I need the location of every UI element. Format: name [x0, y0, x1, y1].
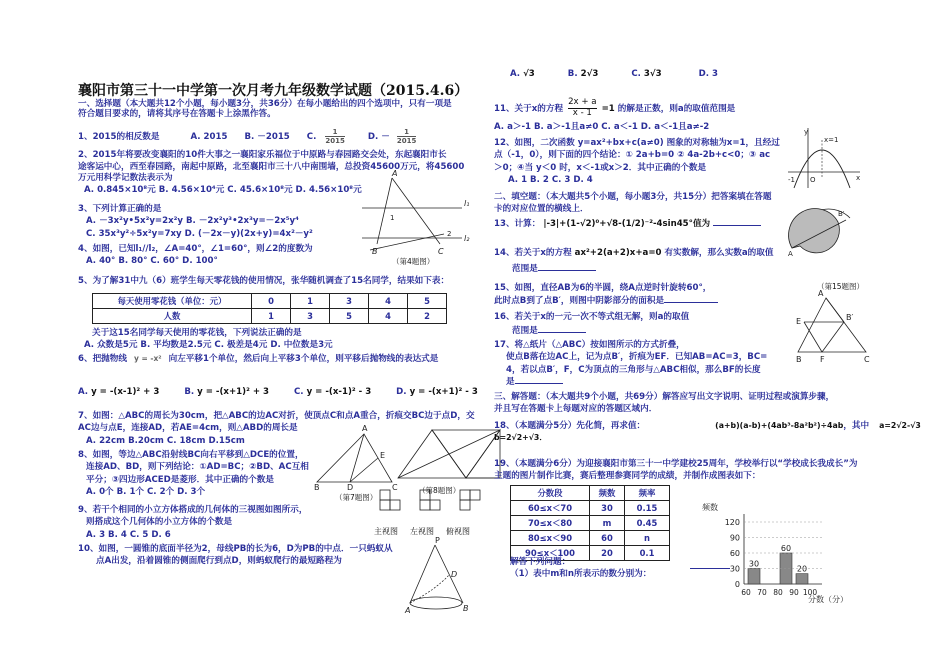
- q15: 15、如图，直径AB为6的半圆，绕A点逆时针旋转60°， 此时点B到了点B′，则图中阴影部分的面积是: [494, 282, 718, 308]
- q5-stem: 5、为了解31中九（6）班学生每天零花钱的使用情况，张华随机调查了15名同学，结果如下表：: [78, 276, 450, 286]
- hist-x-tick: 80: [773, 588, 783, 597]
- q1: 1、2015的相反数是 A. 2015 B. －2015 C. $\frac{1}{2015}$ D. － $\frac{1}{2015}$: [78, 128, 417, 146]
- svg-text:y: y: [804, 128, 809, 136]
- svg-text:A: A: [788, 250, 793, 258]
- svg-text:x=1: x=1: [824, 136, 839, 144]
- hist-y-tick: 60: [729, 549, 740, 558]
- svg-text:A: A: [362, 424, 368, 433]
- q6-stem: 6、把抛物线 y = -x² 向左平移1个单位，然后向上平移3个单位，则平移后抛物线的表达式是: [78, 354, 439, 364]
- q4-figure: [362, 169, 472, 258]
- svg-text:D: D: [451, 570, 458, 579]
- q4: 4、如图，已知l₁//l₂，∠A=40°，∠1=60°，则∠2的度数为 A. 40° B. 80° C. 60° D. 100°: [78, 244, 313, 267]
- q3: 3、下列计算正确的是 A. －3x²y•5x²y=2x²y B. －2x²y³•2x³y=－2x⁵y⁴ C. 35x³y²÷5x²y=7xy D. (－2x－y)(2x+y)=4x²－y²: [78, 204, 313, 239]
- svg-text:O: O: [810, 176, 816, 184]
- hist-x-tick: 60: [741, 588, 751, 597]
- q2: 2、2015年将要改变襄阳的10件大事之一襄阳家乐福位于中原路与春园路交会处，东起襄阳市长 途客运中心，西至春园路，南起中原路，北至襄阳市三十八中南围墙，总投资45600万元，将45600 万元用科学记数法表示为 A. 0.845×10⁸元 B. 4.56×10⁴元 C. 45.6×10⁸元 D. 4.56×10⁸元: [78, 150, 465, 195]
- q1-frac-d: $\frac{1}{2015}$: [396, 128, 417, 146]
- q12: 12、如图，二次函数 y=ax²+bx+c(a≠0) 图象的对称轴为x=1，且经过 点（-1，0），则下面的四个结论：① 2a+b=0 ② 4a-2b+c<0；③ ac ＞0；④当 y＜0 时，x＜-1或x＞2．其中正确的个数是 A. 1 B. 2 C. 3 D. 4: [494, 138, 780, 186]
- q11-options: A. a＞-1 B. a＞-1且a≠0 C. a＜-1 D. a＜-1且a≠-2: [494, 122, 710, 132]
- q9-three-views: [380, 490, 490, 524]
- svg-text:P: P: [435, 536, 440, 545]
- svg-text:-1: -1: [788, 176, 795, 184]
- svg-text:E: E: [796, 317, 802, 326]
- hist-bar: [796, 574, 808, 584]
- svg-text:B: B: [314, 483, 320, 492]
- svg-text:B′: B′: [846, 313, 854, 322]
- q7: 7、如图：△ABC的周长为30cm，把△ABC的边AC对折，使顶点C和点A重合，折痕交BC边于点D，交 AC边与点E，连接AD，若AE=4cm，则△ABD的周长是 A. 22cm B.20cm C. 18cm D.15cm: [78, 411, 475, 446]
- q15-figure: [788, 186, 858, 266]
- q8: 8、如图，等边△ABC沿射线BC向右平移到△DCE的位置， 连接AD、BD，则下列结论：①AD=BC；②BD、AC互相 平分；③四边形ACED是菱形．其中正确的个数是 A. 0个 B. 1个 C. 2个 D. 3个: [78, 450, 309, 498]
- table-row: 90≤x＜100 20 0.1: [511, 546, 670, 561]
- section3-intro: 三、解答题：（本大题共9个小题，共69分）解答应写出文字说明、证明过程或演算步骤， 并且写在答题卡上每题对应的答题区域内．: [494, 392, 835, 415]
- q5-body: 关于这15名同学每天使用的零花钱，下列说法正确的是 A. 众数是5元 B. 平均数是2.5元 C. 极差是4元 D. 中位数是3元: [84, 328, 333, 351]
- q9-view-labels: 主视图 左视图 俯视图: [374, 527, 470, 536]
- hist-x-tick: 100: [802, 588, 818, 597]
- svg-text:2: 2: [447, 230, 452, 238]
- svg-text:C: C: [438, 247, 444, 256]
- q6-options: A. y = -(x-1)² + 3 B. y = -(x+1)² + 3 C. y = -(x-1)² - 3 D. y = -(x+1)² - 3: [78, 387, 478, 397]
- svg-text:x: x: [856, 174, 861, 182]
- q4-figure-caption: （第4题图）: [392, 257, 435, 266]
- q14: 14、若关于x的方程 ax²+2(a+2)x+a=0 有实数解，那么实数a的取值 范围是: [494, 248, 774, 275]
- q7-figure-caption: （第7题图）: [335, 493, 378, 502]
- svg-text:E: E: [380, 451, 386, 460]
- q5-table: [92, 293, 447, 324]
- q10-cone-figure: [405, 536, 475, 615]
- q9: 9、若干个相同的小立方体搭成的几何体的三视图如图所示， 则搭成这个几何体的小立方体的个数是 A. 3 B. 4 C. 5 D. 6: [78, 505, 308, 540]
- q12-parabola-figure: [788, 128, 868, 188]
- section1-intro: 一、选择题（本大题共12个小题，每小题3分，共36分）在每小题给出的四个选项中，只有一项是 符合题目要求的，请将其序号在答题卡上涂黑作答。: [78, 99, 452, 119]
- q19-table: [510, 485, 670, 561]
- hist-bar-label: 30: [748, 559, 760, 569]
- q7-figure: [312, 424, 402, 492]
- q19-stem: 19、（本题满分6分）为迎接襄阳市第三十一中学建校25周年，学校举行以“学校成长我成长”为 主题的图片制作比赛，赛后整理参赛同学的成绩，并制作成图表如下：: [494, 459, 858, 482]
- q11-stem: 11、关于x的方程 $\frac{2x + a}{x - 1}$ =1 的解是正数，则a的取值范围是: [494, 97, 736, 118]
- table-row: 80≤x＜90 60 n: [511, 531, 670, 546]
- hist-y-tick: 90: [729, 533, 740, 543]
- hist-bar: [748, 569, 760, 585]
- table-row: 人数 1 3 5 4 2: [93, 309, 447, 324]
- q19-questions: 解答下列问题： （1）表中m和n所表示的数分别为：: [510, 557, 652, 580]
- svg-text:B: B: [372, 247, 378, 256]
- svg-text:l₁: l₁: [464, 199, 470, 208]
- svg-text:A: A: [392, 169, 398, 178]
- hist-x-tick: 70: [757, 588, 767, 597]
- table-row: 60≤x＜70 30 0.15: [511, 501, 670, 516]
- section2-intro: 二、填空题：（本大题共5个小题，每小题3分，共15分）把答案填在答题 卡的对应位置的横线上．: [494, 192, 772, 215]
- hist-y-tick: 0: [734, 580, 740, 589]
- table-row: 分数段 频数 频率: [511, 486, 670, 501]
- hist-x-title: 分数（分）: [808, 595, 848, 604]
- q11-fraction: $\frac{2x + a}{x - 1}$: [568, 97, 597, 118]
- svg-text:1: 1: [390, 214, 395, 222]
- svg-text:B′: B′: [838, 210, 845, 218]
- table-row: 每天使用零花钱（单位：元） 0 1 3 4 5: [93, 294, 447, 309]
- hist-y-title: 频数: [702, 503, 718, 512]
- q8-figure: [398, 428, 508, 488]
- hist-y-tick: 120: [724, 518, 740, 527]
- q16: 16、若关于x的一元一次不等式组无解，则a的取值 范围是: [494, 312, 690, 336]
- q8-figure-caption: （第8题图）: [418, 486, 461, 495]
- q17: 17、将△纸片（△ABC）按如图所示的方式折叠， 使点B落在边AC上，记为点B′，折痕为EF．已知AB=AC=3，BC= 4，若以点B′，F，C为顶点的三角形与△ABC相似，那么BF的长度 是: [494, 340, 768, 388]
- q18: 18、（本题满分5分）先化简，再求值： (a+b)(a-b)+(4ab³-8a²b²)÷4ab，其中 a=2√2-√3 b=2√2+√3．: [494, 421, 921, 442]
- q1-frac-c: $\frac{1}{2015}$: [325, 128, 345, 146]
- svg-text:A: A: [818, 289, 824, 298]
- page-title: 襄阳市第三十一中学第一次月考九年级数学试题（2015.4.6）: [78, 83, 469, 99]
- hist-bar-label: 20: [796, 564, 808, 574]
- q13: 13、计算： |-3|+(1-√2)⁰+√8-(1/2)⁻²-4sin45°值为: [494, 220, 761, 230]
- hist-y-tick: 30: [729, 564, 740, 574]
- q17-fold-figure: [796, 289, 876, 364]
- hist-x-tick: 90: [789, 588, 799, 597]
- q10-options: A. √3 B. 2√3 C. 3√3 D. 3: [510, 69, 718, 79]
- q19-histogram: [700, 498, 848, 608]
- svg-text:F: F: [820, 355, 825, 364]
- svg-text:D: D: [347, 483, 354, 492]
- q10: 10、如图，一圆锥的底面半径为2，母线PB的长为6，D为PB的中点．一只蚂蚁从 点A出发，沿着圆锥的侧面爬行到点D，则蚂蚁爬行的最短路程为: [78, 544, 393, 567]
- svg-text:A: A: [405, 606, 411, 615]
- svg-text:B: B: [796, 355, 802, 364]
- table-row: 70≤x＜80 m 0.45: [511, 516, 670, 531]
- svg-text:C: C: [864, 355, 870, 364]
- svg-text:C: C: [392, 483, 398, 492]
- hist-bar-label: 60: [780, 544, 792, 553]
- svg-text:B: B: [463, 604, 469, 613]
- svg-text:l₂: l₂: [464, 234, 470, 243]
- q15-figure-caption: （第15题图）: [817, 282, 865, 291]
